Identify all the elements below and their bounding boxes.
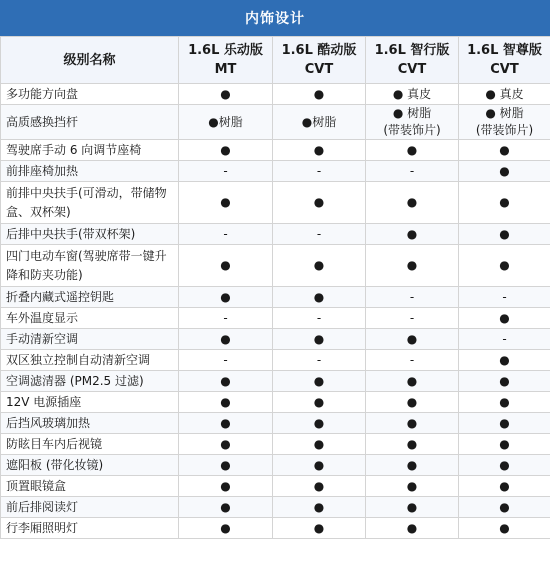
feature-value: - — [366, 161, 459, 182]
feature-value: ● — [273, 392, 366, 413]
feature-value: ● — [459, 308, 550, 329]
feature-name: 驾驶席手动 6 向调节座椅 — [1, 140, 179, 161]
feature-name: 多功能方向盘 — [1, 84, 179, 105]
feature-value: - — [459, 329, 550, 350]
feature-value: ● — [273, 455, 366, 476]
feature-value: ● — [273, 518, 366, 539]
feature-value: ● — [366, 245, 459, 287]
feature-name: 高质感换挡杆 — [1, 105, 179, 140]
table-row — [1, 245, 550, 287]
table-row — [1, 392, 550, 413]
feature-value: ● — [179, 497, 273, 518]
feature-value: ● — [273, 434, 366, 455]
feature-value: ● — [179, 84, 273, 105]
table-body — [1, 84, 550, 539]
table-row — [1, 161, 550, 182]
feature-value: ●树脂 — [179, 105, 273, 140]
table-row — [1, 105, 550, 140]
feature-value: ● — [459, 392, 550, 413]
feature-name: 遮阳板 (带化妆镜) — [1, 455, 179, 476]
table-header — [1, 37, 550, 84]
table-row — [1, 224, 550, 245]
feature-name: 后挡风玻璃加热 — [1, 413, 179, 434]
feature-value: ● — [459, 455, 550, 476]
feature-value: ● — [459, 371, 550, 392]
trim-name: 1.6L 酷动版 — [281, 43, 357, 58]
column-header-name: 级别名称 — [1, 37, 179, 84]
feature-value: ● — [459, 350, 550, 371]
table-row — [1, 371, 550, 392]
feature-value: ● — [273, 329, 366, 350]
trim-transmission: MT — [214, 62, 237, 77]
feature-value: ● — [273, 84, 366, 105]
feature-value: ● — [459, 245, 550, 287]
column-header-trim — [459, 37, 550, 84]
feature-value: ● — [179, 329, 273, 350]
table-row — [1, 84, 550, 105]
column-header-trim — [179, 37, 273, 84]
feature-value: - — [179, 308, 273, 329]
feature-name: 12V 电源插座 — [1, 392, 179, 413]
feature-value: - — [273, 350, 366, 371]
section-title: 内饰设计 — [0, 0, 550, 36]
feature-value: ● — [366, 518, 459, 539]
feature-value: ● — [179, 434, 273, 455]
feature-value: ● — [366, 497, 459, 518]
feature-value: ● — [179, 476, 273, 497]
feature-value: ● — [459, 476, 550, 497]
table-row — [1, 182, 550, 224]
feature-value: ● — [459, 182, 550, 224]
table-row — [1, 476, 550, 497]
feature-value: ● — [179, 287, 273, 308]
feature-value: ● — [179, 245, 273, 287]
feature-value: ● 树脂 (带装饰片) — [366, 105, 459, 140]
feature-name: 前后排阅读灯 — [1, 497, 179, 518]
feature-value: ● — [366, 140, 459, 161]
feature-value: ● — [366, 371, 459, 392]
feature-name: 折叠内藏式遥控钥匙 — [1, 287, 179, 308]
feature-name: 行李厢照明灯 — [1, 518, 179, 539]
feature-value: ● — [179, 518, 273, 539]
feature-value: ● — [273, 497, 366, 518]
feature-name: 空调滤清器 (PM2.5 过滤) — [1, 371, 179, 392]
feature-value: ● — [179, 455, 273, 476]
feature-value: ● — [366, 476, 459, 497]
feature-value: ● — [366, 392, 459, 413]
feature-value: ● — [459, 224, 550, 245]
feature-name: 双区独立控制自动清新空调 — [1, 350, 179, 371]
feature-value: ● — [273, 371, 366, 392]
feature-value: ● — [459, 161, 550, 182]
table-row — [1, 287, 550, 308]
feature-value: - — [366, 308, 459, 329]
trim-name: 1.6L 智行版 — [374, 43, 450, 58]
table-row — [1, 497, 550, 518]
feature-value: ● — [179, 371, 273, 392]
feature-value: ● 真皮 — [366, 84, 459, 105]
trim-transmission: CVT — [397, 62, 427, 77]
feature-value: ●树脂 — [273, 105, 366, 140]
feature-value: - — [273, 308, 366, 329]
table-row — [1, 434, 550, 455]
feature-value: ● — [273, 413, 366, 434]
feature-value: - — [179, 350, 273, 371]
feature-value: ● — [179, 392, 273, 413]
feature-value: ● 树脂 (带装饰片) — [459, 105, 550, 140]
trim-name: 1.6L 乐动版 — [188, 43, 263, 58]
feature-value: ● — [459, 413, 550, 434]
feature-value: ● — [273, 245, 366, 287]
feature-name: 后排中央扶手(带双杯架) — [1, 224, 179, 245]
table-row — [1, 308, 550, 329]
feature-value: ● — [179, 182, 273, 224]
feature-value: - — [273, 161, 366, 182]
feature-value: ● — [273, 182, 366, 224]
feature-value: ● — [366, 224, 459, 245]
feature-value: ● — [366, 455, 459, 476]
feature-value: - — [459, 287, 550, 308]
feature-value: - — [366, 350, 459, 371]
trim-transmission: CVT — [304, 62, 334, 77]
feature-value: ● — [459, 497, 550, 518]
trim-transmission: CVT — [490, 62, 519, 77]
column-header-trim — [366, 37, 459, 84]
table-row — [1, 350, 550, 371]
feature-value: ● — [366, 182, 459, 224]
feature-value: - — [179, 161, 273, 182]
feature-value: - — [179, 224, 273, 245]
feature-value: ● — [179, 140, 273, 161]
table-row — [1, 455, 550, 476]
feature-value: ● — [459, 518, 550, 539]
spec-table — [0, 36, 550, 539]
feature-value: ● — [459, 434, 550, 455]
table-row — [1, 413, 550, 434]
feature-name: 防眩目车内后视镜 — [1, 434, 179, 455]
feature-value: ● 真皮 — [459, 84, 550, 105]
feature-value: ● — [366, 434, 459, 455]
feature-value: ● — [273, 476, 366, 497]
column-header-trim — [273, 37, 366, 84]
feature-value: ● — [273, 287, 366, 308]
feature-value: ● — [366, 413, 459, 434]
table-row — [1, 518, 550, 539]
feature-value: ● — [459, 140, 550, 161]
feature-name: 四门电动车窗(驾驶席带一键升降和防夹功能) — [1, 245, 179, 287]
feature-name: 顶置眼镜盒 — [1, 476, 179, 497]
trim-name: 1.6L 智尊版 — [467, 43, 542, 58]
feature-name: 前排座椅加热 — [1, 161, 179, 182]
table-row — [1, 329, 550, 350]
feature-name: 车外温度显示 — [1, 308, 179, 329]
feature-value: - — [366, 287, 459, 308]
feature-value: ● — [366, 329, 459, 350]
feature-value: ● — [273, 140, 366, 161]
table-row — [1, 140, 550, 161]
feature-name: 手动清新空调 — [1, 329, 179, 350]
feature-name: 前排中央扶手(可滑动，带储物盒、双杯架) — [1, 182, 179, 224]
feature-value: ● — [179, 413, 273, 434]
feature-value: - — [273, 224, 366, 245]
